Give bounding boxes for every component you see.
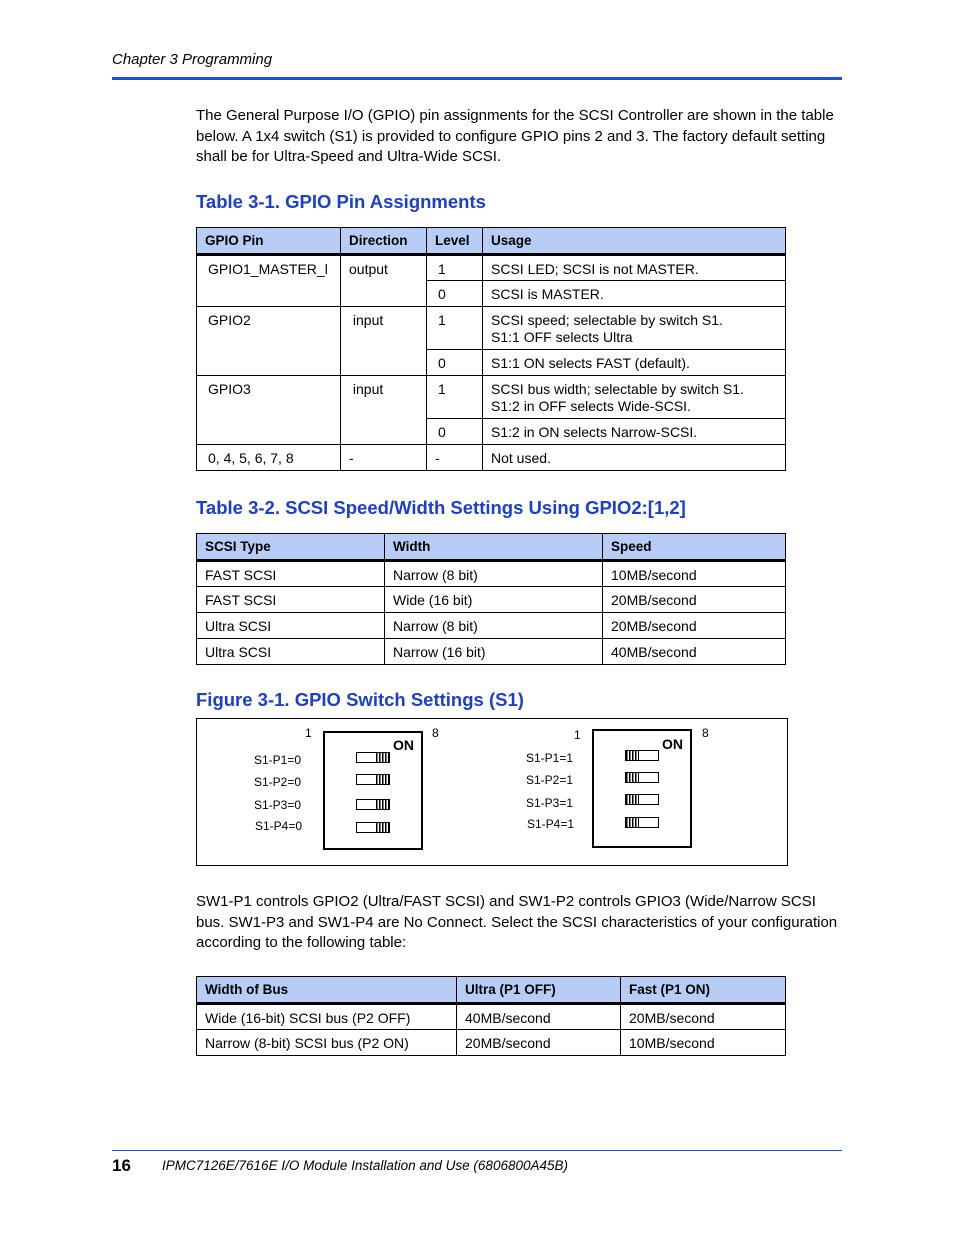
footer-title: IPMC7126E/7616E I/O Module Installation and Use (6806800A45B) [162,1158,569,1173]
table-header-row [197,977,786,1004]
column-header: Direction [341,228,427,255]
bus-width-table [196,976,786,1056]
table-cell: 10MB/second [621,1030,786,1056]
pin-cell: GPIO3 [197,376,341,445]
on-label: ON [393,737,414,753]
position-1-label: 1 [574,728,581,742]
usage-line: S1:1 OFF selects Ultra [491,329,633,345]
intro-paragraph: The General Purpose I/O (GPIO) pin assignments for the SCSI Controller are shown in the table below. A 1x4 switch (S1) is provided to configure GPIO pins 2 and 3. The factory default setting shall be for Ultra-Speed and Ultra-Wide SCSI. [196,107,834,165]
table-row [197,376,786,419]
table-cell: FAST SCSI [197,561,385,587]
table-cell: 20MB/second [457,1030,621,1056]
toggle-p2 [625,772,659,783]
table-cell: 40MB/second [457,1004,621,1030]
table-header-row [197,228,786,255]
switch-label: S1-P3=1 [526,796,574,810]
column-header: Level [427,228,483,255]
column-header: Width of Bus [197,977,457,1004]
position-8-label: 8 [702,726,709,740]
switch-label: S1-P4=0 [255,819,303,833]
column-header: SCSI Type [197,534,385,561]
chapter-header: Chapter 3 Programming [112,51,273,68]
table-cell: FAST SCSI [197,587,385,613]
usage-line: SCSI speed; selectable by switch S1. [491,312,723,328]
table-header-row [197,534,786,561]
table-cell: Narrow (8-bit) SCSI bus (P2 ON) [197,1030,457,1056]
usage-cell: S1:1 ON selects FAST (default). [483,350,786,376]
switch-label: S1-P4=1 [527,817,575,831]
config-paragraph: SW1-P1 controls GPIO2 (Ultra/FAST SCSI) and SW1-P2 controls GPIO3 (Wide/Narrow SCSI bus. SW1-P3 and SW1-P4 are No Connect. Select the SCSI characteristics of your configuration according to the following table: [196,893,838,951]
table-row [197,255,786,281]
footer-rule [112,1150,842,1151]
position-8-label: 8 [432,726,439,740]
toggle-p1 [356,752,390,763]
column-header: Ultra (P1 OFF) [457,977,621,1004]
figure-caption: Figure 3-1. GPIO Switch Settings (S1) [196,689,524,710]
direction-cell: input [341,307,427,376]
direction-cell: input [341,376,427,445]
table-cell: Narrow (16 bit) [385,639,603,665]
direction-cell: output [341,255,427,307]
level-cell: 0 [427,419,483,445]
table-cell: Ultra SCSI [197,613,385,639]
column-header: GPIO Pin [197,228,341,255]
on-label: ON [662,736,683,752]
table-cell: 10MB/second [603,561,786,587]
position-1-label: 1 [305,726,312,740]
switch-label: S1-P1=0 [254,753,302,767]
table-row [197,1004,786,1030]
table-row [197,307,786,350]
toggle-p1 [625,750,659,761]
table-cell: 20MB/second [603,587,786,613]
table-cell: 40MB/second [603,639,786,665]
table-cell: Narrow (8 bit) [385,613,603,639]
header-rule [112,77,842,80]
usage-line: SCSI bus width; selectable by switch S1. [491,381,744,397]
direction-cell: - [341,445,427,471]
table-cell: Wide (16-bit) SCSI bus (P2 OFF) [197,1004,457,1030]
column-header: Usage [483,228,786,255]
gpio-pin-table [196,227,786,471]
switch-label: S1-P2=1 [526,773,574,787]
usage-cell: Not used. [483,445,786,471]
usage-cell [483,307,786,350]
toggle-p3 [356,799,390,810]
toggle-p3 [625,794,659,805]
table-row [197,613,786,639]
table2-caption: Table 3-2. SCSI Speed/Width Settings Using GPIO2:[1,2] [196,497,686,518]
column-header: Width [385,534,603,561]
usage-cell: S1:2 in ON selects Narrow-SCSI. [483,419,786,445]
table-cell: Narrow (8 bit) [385,561,603,587]
dip-switch-left [323,731,423,850]
table-cell: 20MB/second [621,1004,786,1030]
table1-caption: Table 3-1. GPIO Pin Assignments [196,191,486,212]
pin-cell: 0, 4, 5, 6, 7, 8 [197,445,341,471]
usage-cell: SCSI is MASTER. [483,281,786,307]
level-cell: 1 [427,307,483,350]
toggle-p4 [356,822,390,833]
pin-cell: GPIO2 [197,307,341,376]
switch-settings-figure [196,718,788,866]
scsi-settings-table [196,533,786,665]
usage-line: S1:2 in OFF selects Wide-SCSI. [491,398,691,414]
usage-cell: SCSI LED; SCSI is not MASTER. [483,255,786,281]
usage-cell [483,376,786,419]
level-cell: 0 [427,350,483,376]
column-header: Speed [603,534,786,561]
level-cell: - [427,445,483,471]
table-row [197,587,786,613]
switch-label: S1-P2=0 [254,775,302,789]
dip-switch-right [592,729,692,848]
table-cell: 20MB/second [603,613,786,639]
table-cell: Ultra SCSI [197,639,385,665]
level-cell: 1 [427,255,483,281]
table-row [197,445,786,471]
column-header: Fast (P1 ON) [621,977,786,1004]
level-cell: 0 [427,281,483,307]
table-row [197,561,786,587]
toggle-p4 [625,817,659,828]
page-number: 16 [112,1156,131,1175]
pin-cell: GPIO1_MASTER_l [197,255,341,307]
table-row [197,1030,786,1056]
level-cell: 1 [427,376,483,419]
switch-label: S1-P3=0 [254,798,302,812]
switch-label: S1-P1=1 [526,751,574,765]
toggle-p2 [356,774,390,785]
table-row [197,639,786,665]
table-cell: Wide (16 bit) [385,587,603,613]
